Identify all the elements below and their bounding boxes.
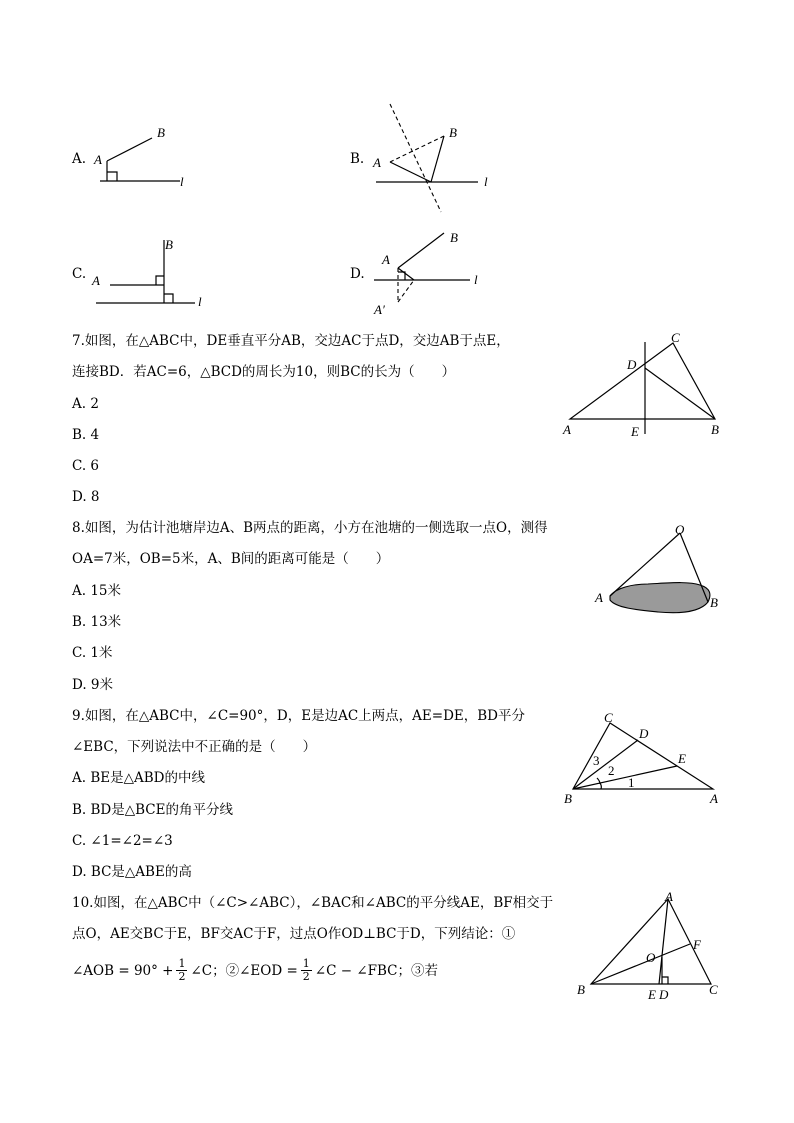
q8-figure [588,518,733,618]
option-c-figure [90,230,220,310]
q10-figure [570,888,740,1008]
svg-text:B: B [564,791,572,806]
q7-option-a: A. 2 [72,396,99,412]
svg-text:A: A [665,889,673,904]
svg-text:B: B [710,595,718,610]
q7-text-line2: 连接BD．若AC=6，△BCD的周长为10，则BC的长为（ ） [72,364,456,380]
svg-text:B: B [449,125,457,140]
svg-text:C: C [709,982,718,997]
q7-option-d: D. 8 [72,489,100,505]
svg-text:A: A [382,252,390,267]
svg-text:F: F [693,937,701,952]
svg-text:l: l [474,272,478,287]
svg-text:D: D [639,726,649,741]
svg-text:1: 1 [628,775,635,790]
svg-text:l: l [198,294,202,309]
svg-text:D: D [627,357,637,372]
q7-option-c: C. 6 [72,458,100,474]
q7-text-line1: 7.如图，在△ABC中，DE垂直平分AB，交边AC于点D，交边AB于点E， [72,333,510,349]
q8-text-line1: 8.如图，为估计池塘岸边A、B两点的距离，小方在池塘的一侧选取一点O，测得 [72,520,548,536]
svg-text:A: A [92,273,100,288]
fraction-half-2 [301,958,312,983]
svg-text:l: l [180,174,184,189]
svg-text:A: A [710,791,718,806]
q10-text-line3 [72,958,438,983]
q10-text-line1: 10.如图，在△ABC中（∠C>∠ABC），∠BAC和∠ABC的平分线AE，BF相交于 [72,895,554,911]
q9-option-a: A. BE是△ABD的中线 [72,770,205,786]
option-b-figure [368,100,508,215]
q9-option-b: B. BD是△BCE的角平分线 [72,802,233,818]
q8-option-c: C. 1米 [72,645,113,661]
fraction-numerator: 1 [178,957,186,970]
q9-text-line1: 9.如图，在△ABC中，∠C=90°，D，E是边AC上两点，AE=DE，BD平分 [72,708,525,724]
option-a-figure [90,120,200,195]
svg-text:A: A [595,590,603,605]
q10-formula-2: ∠C；②∠EOD = [190,962,298,979]
option-a-label: A. [72,151,87,167]
svg-text:B: B [711,422,719,437]
svg-text:2: 2 [608,763,615,778]
q8-option-a: A. 15米 [72,583,122,599]
fraction-denominator: 2 [178,970,186,983]
svg-text:A: A [373,155,381,170]
q9-text-line2: ∠EBC，下列说法中不正确的是（ ） [72,739,317,755]
svg-text:E: E [678,751,686,766]
svg-text:B: B [577,982,585,997]
option-c-label: C. [72,266,87,282]
q10-formula-1: ∠AOB = 90° + [72,962,174,979]
q7-figure [560,328,735,443]
svg-text:l: l [484,174,488,189]
svg-text:O: O [675,522,685,537]
svg-text:3: 3 [593,753,600,768]
q9-option-c: C. ∠1=∠2=∠3 [72,833,173,849]
svg-text:C: C [671,330,680,345]
svg-text:B: B [450,230,458,245]
q9-option-d: D. BC是△ABE的高 [72,864,192,880]
svg-text:C: C [604,710,613,725]
q9-figure [560,706,735,811]
svg-text:B: B [157,125,165,140]
svg-text:E: E [631,424,639,439]
option-d-label: D. [350,266,365,282]
q8-text-line2: OA=7米，OB=5米，A、B间的距离可能是（ ） [72,551,390,567]
svg-text:A′: A′ [374,302,385,317]
svg-text:D: D [659,987,669,1002]
q10-text-line2: 点O，AE交BC于E，BF交AC于F，过点O作OD⊥BC于D，下列结论：① [72,926,516,942]
svg-text:E: E [648,987,656,1002]
fraction-denominator: 2 [302,970,310,983]
q10-formula-3: ∠C − ∠FBC；③若 [314,962,439,979]
option-d-figure [368,228,498,318]
svg-text:O: O [646,950,656,965]
svg-text:B: B [165,237,173,252]
q8-option-b: B. 13米 [72,614,122,630]
q7-option-b: B. 4 [72,427,100,443]
option-b-label: B. [350,151,365,167]
svg-text:A: A [94,152,102,167]
q8-option-d: D. 9米 [72,677,114,693]
svg-text:A: A [563,422,571,437]
fraction-numerator: 1 [302,957,310,970]
fraction-half-1 [176,958,187,983]
